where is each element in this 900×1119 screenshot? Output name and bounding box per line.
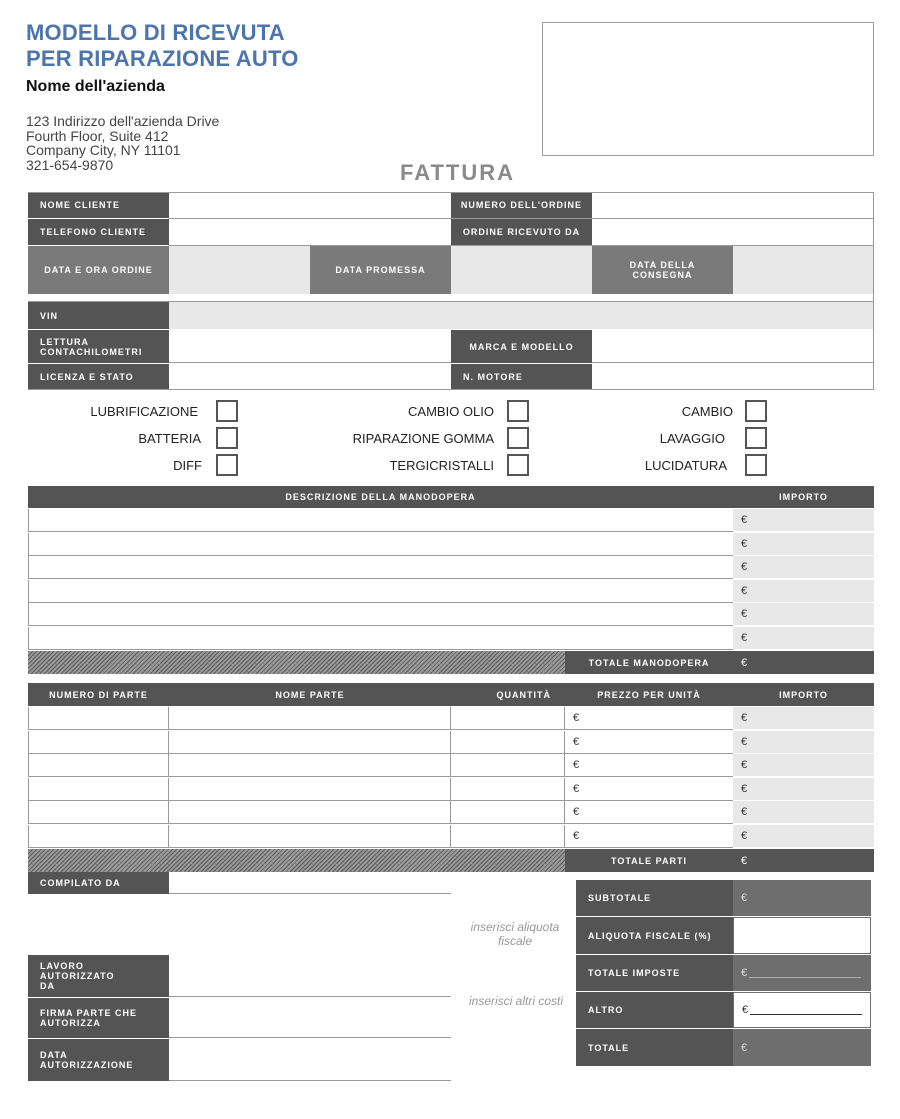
- checkbox-riparazione-gomma[interactable]: [507, 427, 529, 449]
- part-number-cell[interactable]: [28, 801, 169, 824]
- tax-total-value[interactable]: [733, 955, 871, 991]
- delivery-date-label: DATA DELLA CONSEGNA: [592, 246, 733, 294]
- parts-quantity-header: QUANTITÀ: [451, 683, 565, 706]
- labor-amount-cell[interactable]: €: [733, 580, 874, 603]
- service-label: DIFF: [173, 458, 202, 473]
- delivery-date-field[interactable]: [733, 246, 874, 294]
- license-state-field[interactable]: [169, 364, 451, 390]
- odometer-field[interactable]: [169, 330, 451, 363]
- prepared-by-label: COMPILATO DA: [28, 872, 169, 894]
- service-label: RIPARAZIONE GOMMA: [352, 431, 494, 446]
- part-number-cell[interactable]: [28, 707, 169, 730]
- vin-label: VIN: [28, 302, 169, 329]
- hatched-filler: [28, 849, 565, 872]
- part-quantity-cell[interactable]: [451, 707, 565, 730]
- service-label: TERGICRISTALLI: [389, 458, 494, 473]
- service-label: BATTERIA: [138, 431, 201, 446]
- labor-description-cell[interactable]: [28, 533, 733, 556]
- tax-total-label: TOTALE IMPOSTE: [576, 955, 733, 991]
- promise-date-field[interactable]: [451, 246, 592, 294]
- part-name-cell[interactable]: [169, 754, 451, 777]
- part-amount-cell[interactable]: €: [733, 754, 874, 777]
- part-name-cell[interactable]: [169, 778, 451, 801]
- part-unit-price-cell[interactable]: €: [565, 825, 733, 848]
- work-authorized-by-label: LAVORO AUTORIZZATO DA: [28, 955, 169, 997]
- checkbox-tergicristalli[interactable]: [507, 454, 529, 476]
- tax-rate-field[interactable]: [733, 917, 871, 954]
- total-value[interactable]: €: [733, 1029, 871, 1066]
- part-amount-cell[interactable]: €: [733, 825, 874, 848]
- authorizing-signature-field[interactable]: [169, 998, 451, 1038]
- parts-number-header: NUMERO DI PARTE: [28, 683, 169, 706]
- table-border: [169, 218, 874, 219]
- subtotal-value[interactable]: €: [733, 880, 871, 916]
- part-number-cell[interactable]: [28, 754, 169, 777]
- table-border: [28, 301, 874, 302]
- labor-description-header: DESCRIZIONE DELLA MANODOPERA: [28, 486, 733, 508]
- labor-description-cell[interactable]: [28, 580, 733, 603]
- other-value[interactable]: [733, 992, 871, 1028]
- authorization-date-label: DATA AUTORIZZAZIONE: [28, 1039, 169, 1081]
- work-authorized-by-field[interactable]: [169, 955, 451, 997]
- parts-amount-header: IMPORTO: [733, 683, 874, 706]
- customer-phone-label: TELEFONO CLIENTE: [28, 219, 169, 245]
- table-border: [28, 389, 874, 390]
- part-name-cell[interactable]: [169, 707, 451, 730]
- service-label: CAMBIO: [681, 404, 733, 419]
- document-title: MODELLO DI RICEVUTA PER RIPARAZIONE AUTO: [26, 20, 299, 71]
- service-label: LUCIDATURA: [644, 458, 727, 473]
- part-name-cell[interactable]: [169, 825, 451, 848]
- license-state-label: LICENZA E STATO: [28, 364, 169, 390]
- labor-description-cell[interactable]: [28, 627, 733, 650]
- customer-name-field[interactable]: [169, 192, 451, 218]
- order-number-field[interactable]: [592, 192, 874, 218]
- make-model-field[interactable]: [592, 330, 874, 363]
- labor-description-cell[interactable]: [28, 556, 733, 579]
- part-amount-cell[interactable]: €: [733, 801, 874, 824]
- part-number-cell[interactable]: [28, 731, 169, 754]
- part-quantity-cell[interactable]: [451, 825, 565, 848]
- parts-unit-price-header: PREZZO PER UNITÀ: [565, 683, 733, 706]
- labor-total-value[interactable]: €: [733, 651, 874, 674]
- tax-total-currency: €: [741, 967, 748, 979]
- part-quantity-cell[interactable]: [451, 801, 565, 824]
- order-received-by-label: ORDINE RICEVUTO DA: [451, 219, 592, 245]
- part-unit-price-cell[interactable]: €: [565, 801, 733, 824]
- authorizing-signature-label: FIRMA PARTE CHE AUTORIZZA: [28, 998, 169, 1038]
- service-label: LAVAGGIO: [659, 431, 725, 446]
- invoice-heading: FATTURA: [400, 160, 516, 185]
- promise-date-label: DATA PROMESSA: [310, 246, 451, 294]
- parts-total-label: TOTALE PARTI: [565, 849, 733, 872]
- labor-description-cell[interactable]: [28, 603, 733, 626]
- checkbox-diff[interactable]: [216, 454, 238, 476]
- other-costs-note: inserisci altri costi: [468, 994, 564, 1008]
- other-label: ALTRO: [576, 992, 733, 1028]
- company-address: 123 Indirizzo dell'azienda Drive Fourth Floor, Suite 412 Company City, NY 11101 321-654-9870: [26, 113, 220, 173]
- labor-amount-cell[interactable]: €: [733, 533, 874, 556]
- order-number-label: NUMERO DELL'ORDINE: [451, 192, 592, 218]
- logo-placeholder[interactable]: [542, 22, 874, 156]
- other-currency: €: [742, 1004, 749, 1016]
- tax-total-underline: [749, 968, 861, 978]
- part-amount-cell[interactable]: €: [733, 731, 874, 754]
- parts-total-value[interactable]: €: [733, 849, 874, 872]
- part-unit-price-cell[interactable]: €: [565, 707, 733, 730]
- part-name-cell[interactable]: [169, 801, 451, 824]
- checkbox-batteria[interactable]: [216, 427, 238, 449]
- part-quantity-cell[interactable]: [451, 731, 565, 754]
- tax-rate-note: inserisci aliquota fiscale: [470, 920, 560, 948]
- labor-amount-cell[interactable]: €: [733, 627, 874, 650]
- part-amount-cell[interactable]: €: [733, 707, 874, 730]
- subtotal-label: SUBTOTALE: [576, 880, 733, 916]
- engine-number-label: N. MOTORE: [451, 364, 592, 390]
- checkbox-cambio[interactable]: [745, 400, 767, 422]
- order-received-by-field[interactable]: [592, 219, 874, 245]
- prepared-by-field[interactable]: [169, 872, 451, 894]
- authorization-date-field[interactable]: [169, 1039, 451, 1081]
- part-name-cell[interactable]: [169, 731, 451, 754]
- labor-amount-cell[interactable]: €: [733, 509, 874, 532]
- odometer-label: LETTURA CONTACHILOMETRI: [28, 330, 169, 363]
- labor-amount-header: IMPORTO: [733, 486, 874, 508]
- labor-amount-cell[interactable]: €: [733, 603, 874, 626]
- checkbox-lubrificazione[interactable]: [216, 400, 238, 422]
- company-name: Nome dell'azienda: [26, 78, 165, 95]
- labor-amount-cell[interactable]: €: [733, 556, 874, 579]
- customer-name-label: NOME CLIENTE: [28, 192, 169, 218]
- table-border: [873, 192, 874, 390]
- part-unit-price-cell[interactable]: €: [565, 731, 733, 754]
- order-datetime-label: DATA E ORA ORDINE: [28, 246, 169, 294]
- part-amount-cell[interactable]: €: [733, 778, 874, 801]
- hatched-filler: [28, 651, 565, 674]
- vin-field[interactable]: [169, 302, 874, 329]
- part-quantity-cell[interactable]: [451, 778, 565, 801]
- engine-number-field[interactable]: [592, 364, 874, 390]
- checkbox-cambio-olio[interactable]: [507, 400, 529, 422]
- labor-total-label: TOTALE MANODOPERA: [565, 651, 733, 674]
- parts-name-header: NOME PARTE: [169, 683, 451, 706]
- total-label: TOTALE: [576, 1029, 733, 1066]
- other-underline: [750, 1005, 862, 1015]
- part-number-cell[interactable]: [28, 778, 169, 801]
- checkbox-lucidatura[interactable]: [745, 454, 767, 476]
- make-model-label: MARCA E MODELLO: [451, 330, 592, 363]
- part-quantity-cell[interactable]: [451, 754, 565, 777]
- customer-phone-field[interactable]: [169, 219, 451, 245]
- part-unit-price-cell[interactable]: €: [565, 754, 733, 777]
- service-label: CAMBIO OLIO: [408, 404, 494, 419]
- part-number-cell[interactable]: [28, 825, 169, 848]
- service-label: LUBRIFICAZIONE: [90, 404, 198, 419]
- part-unit-price-cell[interactable]: €: [565, 778, 733, 801]
- checkbox-lavaggio[interactable]: [745, 427, 767, 449]
- tax-rate-label: ALIQUOTA FISCALE (%): [576, 917, 733, 954]
- table-border: [169, 245, 874, 246]
- table-border: [28, 192, 874, 193]
- order-datetime-field[interactable]: [169, 246, 310, 294]
- labor-description-cell[interactable]: [28, 509, 733, 532]
